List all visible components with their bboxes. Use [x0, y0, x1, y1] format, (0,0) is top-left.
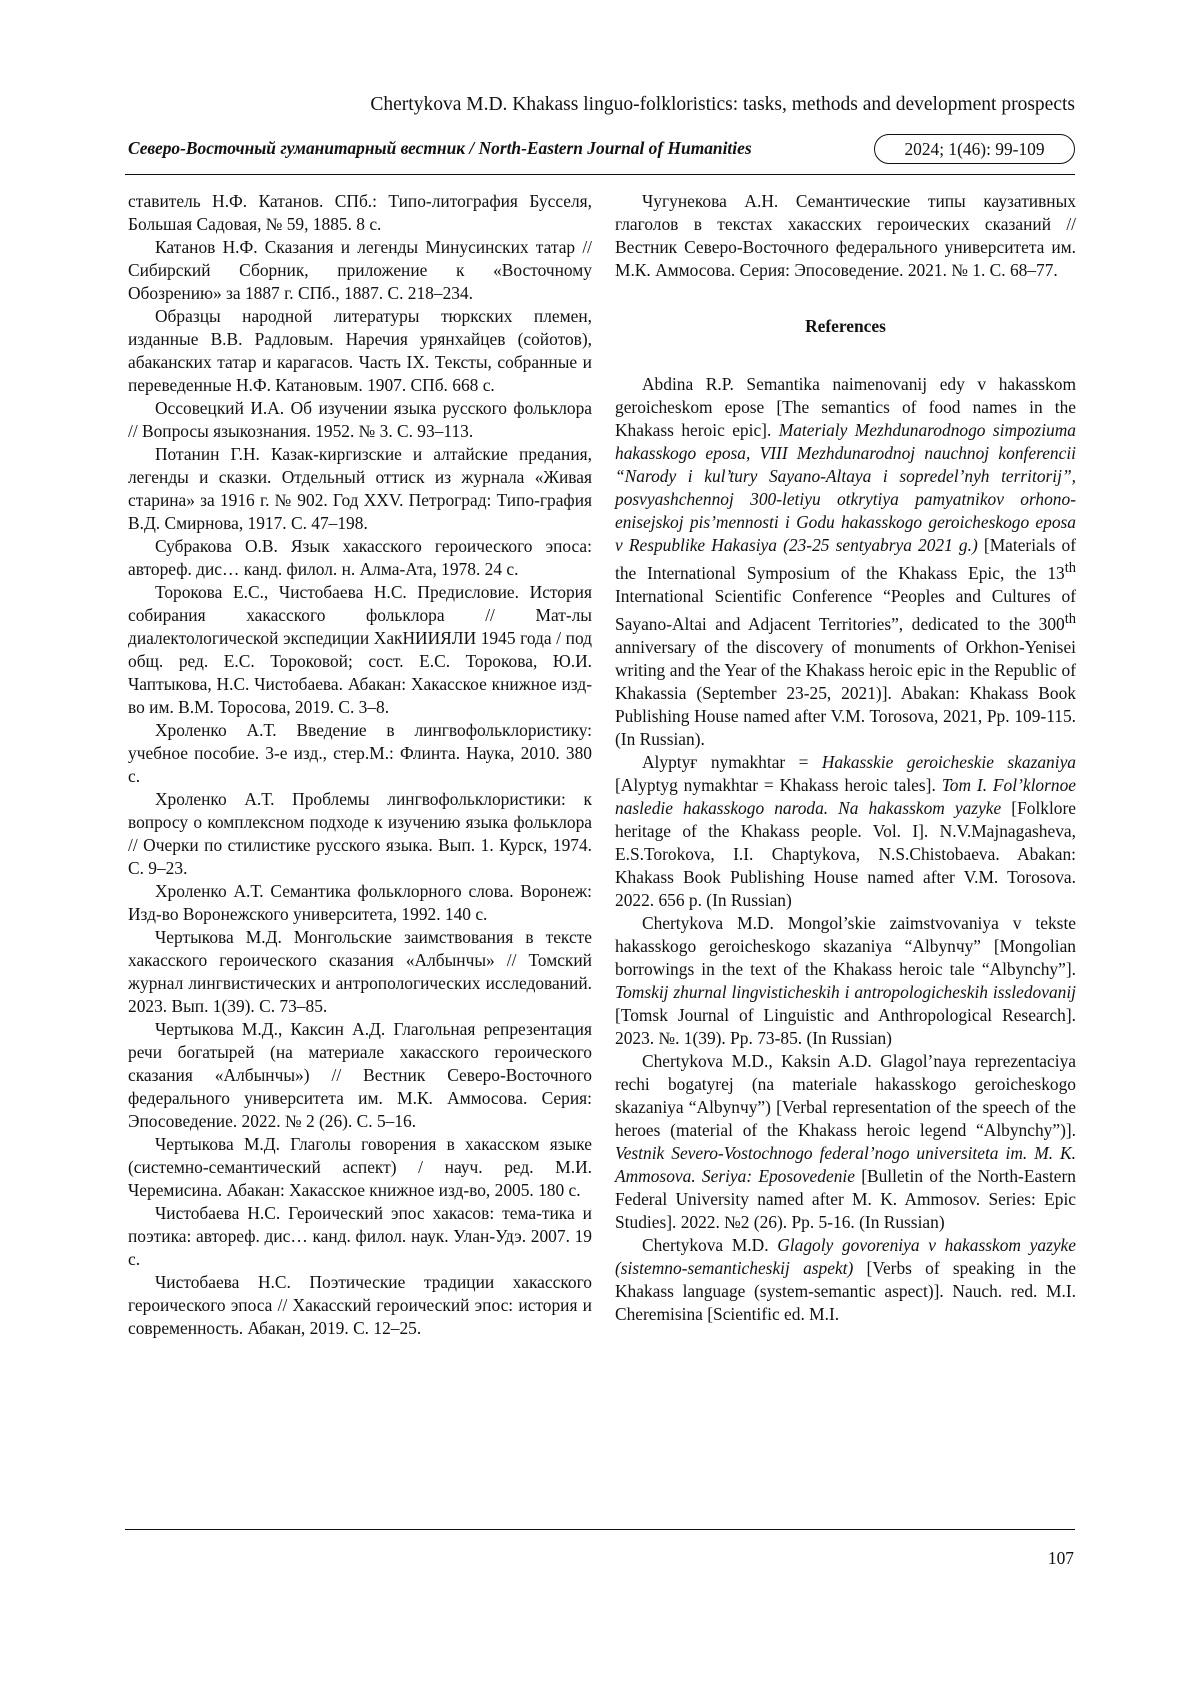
journal-header [125, 134, 1075, 170]
right-column [615, 190, 1076, 1326]
bib-entry: Торокова Е.С., Чистобаева Н.С. Предисловие. История собирания хакасского фольклора // Мат-лы диалектологической экспедиции ХакНИИЯЛИ 1945 года / под общ. ред. Е.С. Тороковой; сост. Е.С. Торокова, Ю.И. Чаптыкова, Н.С. Чистобаева. Абакан: Хакасское книжное изд-во им. В.М. Торосова, 2019. С. 3–8. [128, 582, 592, 717]
bib-entry: Потанин Г.Н. Казак-киргизские и алтайские предания, легенды и сказки. Отдельный оттиск из журнала «Живая старина» за 1916 г. № 902. Год XXV. Петроград: Типо-графия В.Д. Смирнова, 1917. С. 47–198. [128, 444, 592, 533]
reference-entry: Abdina R.P. Semantika naimenovanij edy v hakasskom geroicheskom epose [The semantics of food names in the Khakass heroic epic]. Materialy Mezhdunarodnogo simpoziuma hakasskogo eposa, VIII Mezhdunarodnoj nauchnoj konferencii “Narody i kul’tury Sayano-Altaya i sopredel’nyh territorij”, posvyashchennoj 300-letiyu otkrytiya pamyatnikov orhono-enisejskoj pis’mennosti i Godu hakasskogo geroicheskogo eposa v Respublike Hakasiya (23-25 sentyabrya 2021 g.) [Materials of the International Symposium of the Khakass Epic, the 13th International Scientific Conference “Peoples and Cultures of Sayano-Altai and Adjacent Territories”, dedicated to the 300th anniversary of the discovery of monuments of Orkhon-Yenisei writing and the Year of the Khakass heroic epic in the Republic of Khakassia (September 23-25, 2021)]. Abakan: Khakass Book Publishing House named after V.M. Torosova, 2021, Pp. 109-115. (In Russian). [615, 374, 1076, 749]
bib-entry: Чертыкова М.Д., Каксин А.Д. Глагольная репрезентация речи богатырей (на материале хакасского героического сказания «Албынчы») // Вестник Северо-Восточного федерального университета им. М.К. Аммосова. Серия: Эпосоведение. 2022. № 2 (26). С. 5–16. [128, 1019, 592, 1131]
bib-entry: Чертыкова М.Д. Глаголы говорения в хакасском языке (системно-семантический аспект) / науч. ред. М.И. Черемисина. Абакан: Хакасское книжное изд-во, 2005. 180 с. [128, 1134, 592, 1200]
bib-entry: Субракова О.В. Язык хакасского героического эпоса: автореф. дис… канд. филол. н. Алма-Ата, 1978. 24 с. [128, 536, 592, 579]
bib-entry: Хроленко А.Т. Проблемы лингвофольклористики: к вопросу о комплексном подходе к изучению языка фольклора // Очерки по стилистике русского языка. Вып. 1. Курск, 1974. С. 9–23. [128, 789, 592, 878]
bib-entry: Оссовецкий И.А. Об изучении языка русского фольклора // Вопросы языкознания. 1952. № 3. С. 93–113. [128, 398, 592, 441]
footer-rule [125, 1529, 1075, 1530]
bib-entry: Образцы народной литературы тюркских племен, изданные В.В. Радловым. Наречия урянхайцев (сойотов), абаканских татар и карагасов. Часть IX. Тексты, собранные и переведенные Н.Ф. Катановым. 1907. СПб. 668 с. [128, 306, 592, 395]
left-column [128, 190, 592, 1340]
journal-name: Северо-Восточный гуманитарный вестник / North-Eastern Journal of Humanities [128, 138, 752, 158]
bib-entry: ставитель Н.Ф. Катанов. СПб.: Типо-литография Бусселя, Большая Садовая, № 59, 1885. 8 с. [128, 191, 592, 234]
bib-entry: Чертыкова М.Д. Монгольские заимствования в тексте хакасского героического сказания «Албынчы» // Томский журнал лингвистических и антропологических исследований. 2023. Вып. 1(39). С. 73–85. [128, 927, 592, 1016]
bib-entry: Хроленко А.Т. Введение в лингвофольклористику: учебное пособие. 3-е изд., стер.М.: Флинта. Наука, 2010. 380 с. [128, 720, 592, 786]
reference-entry: Chertykova M.D., Kaksin A.D. Glagol’naya reprezentaciya rechi bogatyrej (na materiale hakasskogo geroicheskogo skazaniya “Albynчу”) [Verbal representation of the speech of the heroes (material of the Khakass heroic legend “Albynchy”)]. Vestnik Severo-Vostochnogo federal’nogo universiteta im. M. K. Ammosova. Seriya: Eposovedenie [Bulletin of the North-Eastern Federal University named after M. K. Ammosov. Series: Epic Studies]. 2022. №2 (26). Pp. 5-16. (In Russian) [615, 1050, 1076, 1232]
issue-badge: 2024; 1(46): 99-109 [874, 134, 1075, 164]
bib-entry: Чугунекова А.Н. Семантические типы каузативных глаголов в текстах хакасских героических сказаний // Вестник Северо-Восточного федерального университета им. М.К. Аммосова. Серия: Эпосоведение. 2021. № 1. С. 68–77. [615, 191, 1076, 280]
bib-entry: Хроленко А.Т. Семантика фольклорного слова. Воронеж: Изд-во Воронежского университета, 1992. 140 с. [128, 881, 592, 924]
running-title: Chertykova M.D. Khakass linguo-folkloristics: tasks, methods and development prospects [370, 94, 1075, 115]
references-heading: References [805, 316, 886, 336]
reference-entry: Chertykova M.D. Glagoly govoreniya v hakasskom yazyke (sistemno-semanticheskij aspekt) [Verbs of speaking in the Khakass language (system-semantic aspect)]. Nauch. red. M.I. Cheremisina [Scientific ed. M.I. [615, 1234, 1076, 1324]
header-rule [125, 174, 1075, 175]
bib-entry: Чистобаева Н.С. Поэтические традиции хакасского героического эпоса // Хакасский героический эпос: история и современность. Абакан, 2019. С. 12–25. [128, 1272, 592, 1338]
reference-entry: Chertykova M.D. Mongol’skie zaimstvovaniya v tekste hakasskogo geroicheskogo skazaniya “Albynчу” [Mongolian borrowings in the text of the Khakass heroic tale “Albynchy”]. Tomskij zhurnal lingvisticheskih i antropologicheskih issledovanij [Tomsk Journal of Linguistic and Anthropological Research]. 2023. №. 1(39). Pp. 73-85. (In Russian) [615, 912, 1076, 1048]
bib-entry: Чистобаева Н.С. Героический эпос хакасов: тема-тика и поэтика: автореф. дис… канд. филол. наук. Улан-Удэ. 2007. 19 с. [128, 1203, 592, 1269]
page-number: 107 [1047, 1548, 1074, 1568]
bib-entry: Катанов Н.Ф. Сказания и легенды Минусинских татар // Сибирский Сборник, приложение к «Восточному Обозрению» за 1887 г. СПб., 1887. С. 218–234. [128, 237, 592, 303]
reference-entry: Alyptyғ nymakhtar = Hakasskie geroicheskie skazaniya [Alyptyg nymakhtar = Khakass heroic tales]. Tom I. Fol’klornoe nasledie hakasskogo naroda. Na hakasskom yazyke [Folklore heritage of the Khakass people. Vol. I]. N.V.Majnagasheva, E.S.Torokova, I.I. Chaptykova, N.S.Chistobaeva. Abakan: Khakass Book Publishing House named after V.M. Torosova. 2022. 656 p. (In Russian) [615, 751, 1077, 910]
